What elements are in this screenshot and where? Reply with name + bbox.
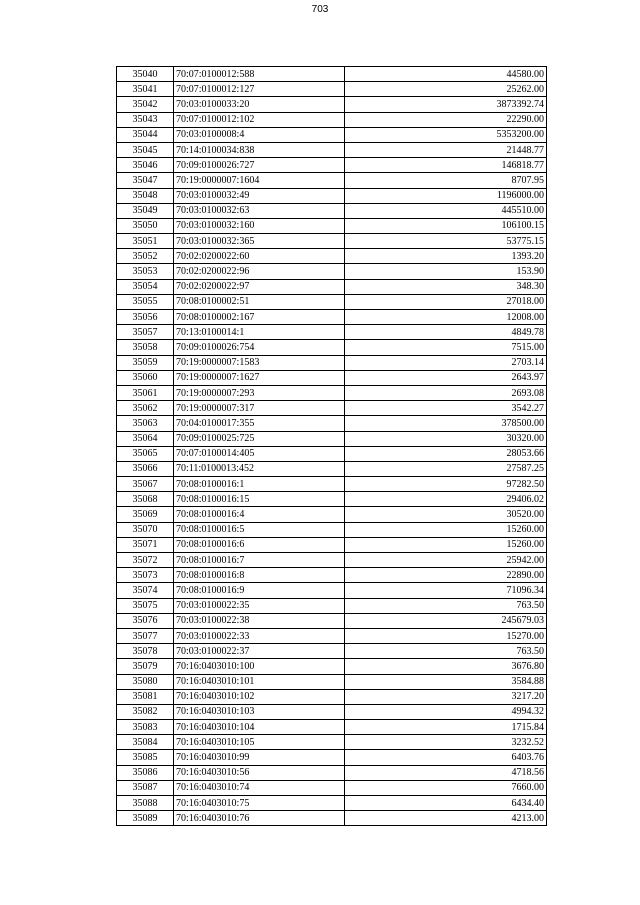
cadastral-number-cell: 70:19:0000007:1583 (174, 355, 345, 370)
row-number-cell: 35072 (117, 553, 174, 568)
cadastral-number-cell: 70:03:0100022:38 (174, 613, 345, 628)
row-number-cell: 35083 (117, 720, 174, 735)
value-cell: 27587.25 (345, 461, 547, 476)
cadastral-number-cell: 70:11:0100013:452 (174, 461, 345, 476)
table-row (117, 325, 547, 340)
value-cell: 22290.00 (345, 112, 547, 127)
table-row (117, 461, 547, 476)
cadastral-number-cell: 70:08:0100016:5 (174, 522, 345, 537)
cadastral-number-cell: 70:16:0403010:56 (174, 765, 345, 780)
value-cell: 378500.00 (345, 416, 547, 431)
cadastral-number-cell: 70:03:0100032:63 (174, 203, 345, 218)
value-cell: 7515.00 (345, 340, 547, 355)
value-cell: 22890.00 (345, 568, 547, 583)
cadastral-number-cell: 70:16:0403010:103 (174, 704, 345, 719)
table-row (117, 704, 547, 719)
value-cell: 6403.76 (345, 750, 547, 765)
row-number-cell: 35066 (117, 461, 174, 476)
table-row (117, 492, 547, 507)
row-number-cell: 35064 (117, 431, 174, 446)
table-row (117, 370, 547, 385)
cadastral-number-cell: 70:19:0000007:293 (174, 385, 345, 400)
row-number-cell: 35086 (117, 765, 174, 780)
value-cell: 27018.00 (345, 294, 547, 309)
value-cell: 12008.00 (345, 310, 547, 325)
row-number-cell: 35044 (117, 127, 174, 142)
cadastral-number-cell: 70:03:0100033:20 (174, 97, 345, 112)
cadastral-number-cell: 70:02:0200022:60 (174, 249, 345, 264)
row-number-cell: 35065 (117, 446, 174, 461)
cadastral-number-cell: 70:03:0100022:37 (174, 644, 345, 659)
table-row (117, 234, 547, 249)
value-cell: 1715.84 (345, 720, 547, 735)
cadastral-number-cell: 70:08:0100002:167 (174, 310, 345, 325)
cadastral-number-cell: 70:19:0000007:1627 (174, 370, 345, 385)
table-row (117, 598, 547, 613)
table-row (117, 401, 547, 416)
table-row (117, 553, 547, 568)
table-row (117, 674, 547, 689)
cadastral-number-cell: 70:03:0100032:160 (174, 218, 345, 233)
cadastral-number-cell: 70:03:0100032:365 (174, 234, 345, 249)
row-number-cell: 35081 (117, 689, 174, 704)
cadastral-number-cell: 70:16:0403010:76 (174, 811, 345, 826)
cadastral-number-cell: 70:03:0100008:4 (174, 127, 345, 142)
cadastral-number-cell: 70:02:0200022:97 (174, 279, 345, 294)
value-cell: 30320.00 (345, 431, 547, 446)
table-row (117, 659, 547, 674)
table-row (117, 279, 547, 294)
cadastral-number-cell: 70:07:0100012:127 (174, 82, 345, 97)
row-number-cell: 35082 (117, 704, 174, 719)
cadastral-number-cell: 70:14:0100034:838 (174, 142, 345, 157)
value-cell: 1196000.00 (345, 188, 547, 203)
records-table-body (117, 67, 547, 826)
row-number-cell: 35042 (117, 97, 174, 112)
table-row (117, 720, 547, 735)
value-cell: 3676.80 (345, 659, 547, 674)
table-row (117, 568, 547, 583)
page-number: 703 (311, 4, 329, 15)
value-cell: 7660.00 (345, 780, 547, 795)
table-row (117, 644, 547, 659)
table-row (117, 628, 547, 643)
row-number-cell: 35046 (117, 158, 174, 173)
table-row (117, 249, 547, 264)
value-cell: 245679.03 (345, 613, 547, 628)
cadastral-number-cell: 70:08:0100016:15 (174, 492, 345, 507)
table-row (117, 780, 547, 795)
row-number-cell: 35067 (117, 477, 174, 492)
records-table (116, 66, 547, 826)
table-row (117, 613, 547, 628)
row-number-cell: 35084 (117, 735, 174, 750)
row-number-cell: 35069 (117, 507, 174, 522)
value-cell: 146818.77 (345, 158, 547, 173)
table-row (117, 355, 547, 370)
cadastral-number-cell: 70:16:0403010:74 (174, 780, 345, 795)
cadastral-number-cell: 70:09:0100026:754 (174, 340, 345, 355)
cadastral-number-cell: 70:09:0100025:725 (174, 431, 345, 446)
row-number-cell: 35060 (117, 370, 174, 385)
cadastral-number-cell: 70:03:0100032:49 (174, 188, 345, 203)
row-number-cell: 35057 (117, 325, 174, 340)
cadastral-number-cell: 70:07:0100014:405 (174, 446, 345, 461)
value-cell: 28053.66 (345, 446, 547, 461)
table-row (117, 142, 547, 157)
cadastral-number-cell: 70:08:0100016:8 (174, 568, 345, 583)
cadastral-number-cell: 70:07:0100012:588 (174, 67, 345, 82)
table-row (117, 583, 547, 598)
value-cell: 71096.34 (345, 583, 547, 598)
cadastral-number-cell: 70:03:0100022:33 (174, 628, 345, 643)
value-cell: 1393.20 (345, 249, 547, 264)
value-cell: 3873392.74 (345, 97, 547, 112)
cadastral-number-cell: 70:08:0100016:1 (174, 477, 345, 492)
cadastral-number-cell: 70:08:0100016:6 (174, 537, 345, 552)
value-cell: 4213.00 (345, 811, 547, 826)
cadastral-number-cell: 70:07:0100012:102 (174, 112, 345, 127)
cadastral-number-cell: 70:02:0200022:96 (174, 264, 345, 279)
row-number-cell: 35087 (117, 780, 174, 795)
value-cell: 2643.97 (345, 370, 547, 385)
table-row (117, 765, 547, 780)
table-row (117, 127, 547, 142)
value-cell: 25262.00 (345, 82, 547, 97)
row-number-cell: 35040 (117, 67, 174, 82)
cadastral-number-cell: 70:03:0100022:35 (174, 598, 345, 613)
row-number-cell: 35051 (117, 234, 174, 249)
value-cell: 21448.77 (345, 142, 547, 157)
table-row (117, 689, 547, 704)
cadastral-number-cell: 70:16:0403010:99 (174, 750, 345, 765)
row-number-cell: 35052 (117, 249, 174, 264)
row-number-cell: 35076 (117, 613, 174, 628)
row-number-cell: 35058 (117, 340, 174, 355)
row-number-cell: 35073 (117, 568, 174, 583)
row-number-cell: 35089 (117, 811, 174, 826)
row-number-cell: 35043 (117, 112, 174, 127)
value-cell: 153.90 (345, 264, 547, 279)
table-row (117, 158, 547, 173)
table-row (117, 173, 547, 188)
table-row (117, 67, 547, 82)
row-number-cell: 35070 (117, 522, 174, 537)
table-row (117, 446, 547, 461)
row-number-cell: 35088 (117, 796, 174, 811)
row-number-cell: 35071 (117, 537, 174, 552)
row-number-cell: 35062 (117, 401, 174, 416)
value-cell: 5353200.00 (345, 127, 547, 142)
value-cell: 3542.27 (345, 401, 547, 416)
value-cell: 106100.15 (345, 218, 547, 233)
table-row (117, 82, 547, 97)
table-row (117, 310, 547, 325)
table-row (117, 340, 547, 355)
row-number-cell: 35055 (117, 294, 174, 309)
cadastral-number-cell: 70:19:0000007:317 (174, 401, 345, 416)
row-number-cell: 35050 (117, 218, 174, 233)
table-row (117, 537, 547, 552)
value-cell: 53775.15 (345, 234, 547, 249)
value-cell: 15260.00 (345, 522, 547, 537)
table-row (117, 416, 547, 431)
value-cell: 2693.08 (345, 385, 547, 400)
value-cell: 4849.78 (345, 325, 547, 340)
table-row (117, 431, 547, 446)
row-number-cell: 35085 (117, 750, 174, 765)
table-row (117, 188, 547, 203)
table-row (117, 218, 547, 233)
row-number-cell: 35068 (117, 492, 174, 507)
value-cell: 8707.95 (345, 173, 547, 188)
table-row (117, 477, 547, 492)
cadastral-number-cell: 70:19:0000007:1604 (174, 173, 345, 188)
table-row (117, 97, 547, 112)
table-row (117, 203, 547, 218)
value-cell: 763.50 (345, 644, 547, 659)
cadastral-number-cell: 70:08:0100016:7 (174, 553, 345, 568)
value-cell: 2703.14 (345, 355, 547, 370)
table-row (117, 796, 547, 811)
value-cell: 3584.88 (345, 674, 547, 689)
cadastral-number-cell: 70:08:0100016:4 (174, 507, 345, 522)
cadastral-number-cell: 70:16:0403010:101 (174, 674, 345, 689)
cadastral-number-cell: 70:13:0100014:1 (174, 325, 345, 340)
cadastral-number-cell: 70:09:0100026:727 (174, 158, 345, 173)
cadastral-number-cell: 70:08:0100016:9 (174, 583, 345, 598)
row-number-cell: 35063 (117, 416, 174, 431)
value-cell: 348.30 (345, 279, 547, 294)
value-cell: 30520.00 (345, 507, 547, 522)
row-number-cell: 35056 (117, 310, 174, 325)
cadastral-number-cell: 70:16:0403010:100 (174, 659, 345, 674)
row-number-cell: 35048 (117, 188, 174, 203)
value-cell: 15260.00 (345, 537, 547, 552)
cadastral-number-cell: 70:04:0100017:355 (174, 416, 345, 431)
cadastral-number-cell: 70:08:0100002:51 (174, 294, 345, 309)
value-cell: 445510.00 (345, 203, 547, 218)
row-number-cell: 35059 (117, 355, 174, 370)
row-number-cell: 35075 (117, 598, 174, 613)
value-cell: 6434.40 (345, 796, 547, 811)
row-number-cell: 35054 (117, 279, 174, 294)
table-row (117, 507, 547, 522)
row-number-cell: 35074 (117, 583, 174, 598)
value-cell: 15270.00 (345, 628, 547, 643)
value-cell: 4718.56 (345, 765, 547, 780)
cadastral-number-cell: 70:16:0403010:75 (174, 796, 345, 811)
row-number-cell: 35077 (117, 628, 174, 643)
row-number-cell: 35049 (117, 203, 174, 218)
value-cell: 44580.00 (345, 67, 547, 82)
table-row (117, 750, 547, 765)
row-number-cell: 35047 (117, 173, 174, 188)
cadastral-number-cell: 70:16:0403010:102 (174, 689, 345, 704)
table-row (117, 522, 547, 537)
value-cell: 3217.20 (345, 689, 547, 704)
value-cell: 97282.50 (345, 477, 547, 492)
table-row (117, 385, 547, 400)
table-row (117, 735, 547, 750)
cadastral-number-cell: 70:16:0403010:104 (174, 720, 345, 735)
row-number-cell: 35080 (117, 674, 174, 689)
row-number-cell: 35041 (117, 82, 174, 97)
table-row (117, 112, 547, 127)
row-number-cell: 35045 (117, 142, 174, 157)
row-number-cell: 35061 (117, 385, 174, 400)
row-number-cell: 35078 (117, 644, 174, 659)
cadastral-number-cell: 70:16:0403010:105 (174, 735, 345, 750)
table-row (117, 294, 547, 309)
value-cell: 29406.02 (345, 492, 547, 507)
row-number-cell: 35079 (117, 659, 174, 674)
value-cell: 3232.52 (345, 735, 547, 750)
row-number-cell: 35053 (117, 264, 174, 279)
value-cell: 763.50 (345, 598, 547, 613)
value-cell: 25942.00 (345, 553, 547, 568)
value-cell: 4994.32 (345, 704, 547, 719)
table-row (117, 264, 547, 279)
table-row (117, 811, 547, 826)
